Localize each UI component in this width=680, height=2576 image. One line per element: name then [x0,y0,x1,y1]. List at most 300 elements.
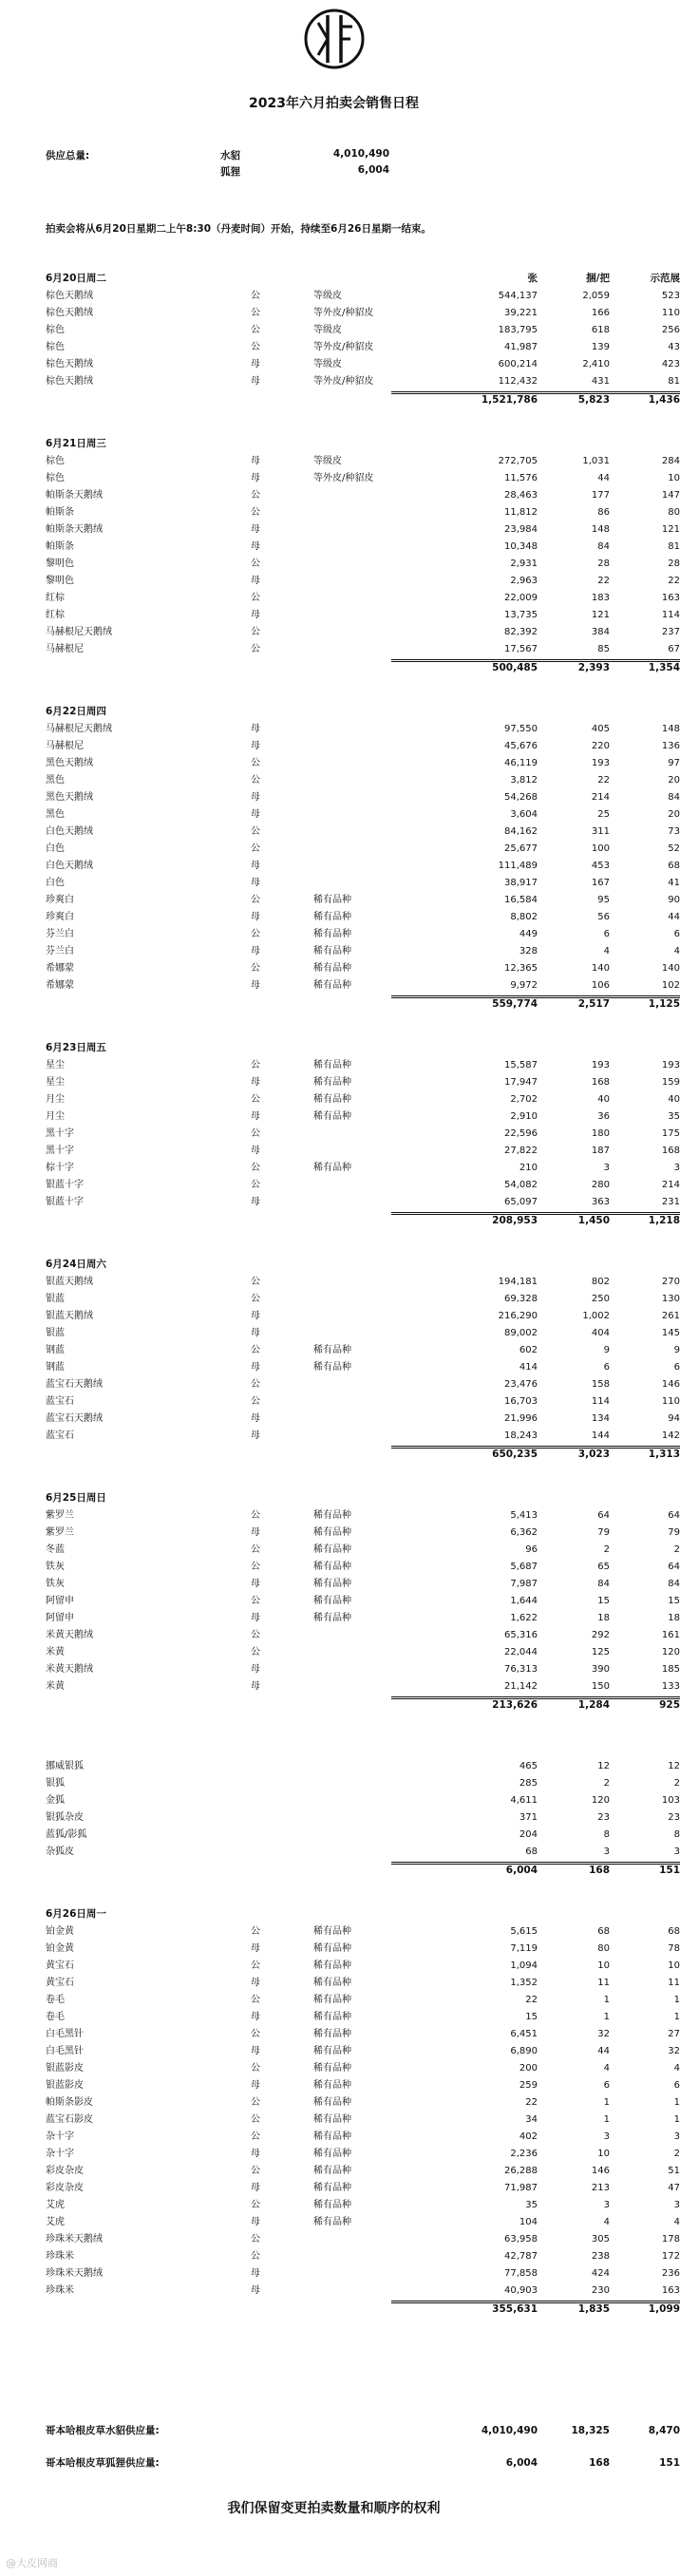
item-name: 杂十字 [46,2149,74,2159]
item-name: 芬兰白 [46,929,74,939]
table-row [46,1941,680,1958]
item-bundles: 36 [597,1111,610,1122]
item-sex: 公 [251,1995,260,2005]
grand-total-mink [46,2421,680,2440]
item-sex: 公 [251,1510,260,1521]
item-skins: 1,644 [510,1596,538,1606]
table-row [46,1525,680,1542]
item-name: 银蓝天鹅绒 [46,1311,93,1321]
supply-name: 水貂 [220,150,240,161]
item-samples: 35 [668,1111,680,1122]
item-sex: 母 [251,741,260,751]
item-sex: 公 [251,291,260,301]
item-sex: 母 [251,1527,260,1538]
item-name: 黑色 [46,809,65,820]
item-skins: 22,009 [504,593,538,603]
grand-total-value: 6,004 [505,2457,538,2469]
item-skins: 21,996 [504,1413,538,1424]
item-bundles: 65 [597,1562,610,1572]
item-skins: 5,687 [510,1562,538,1572]
item-samples: 523 [661,291,680,301]
item-type: 稀有品种 [313,1362,351,1373]
table-row [46,892,680,909]
item-samples: 4 [673,2217,680,2227]
item-type: 稀有品种 [313,2200,351,2210]
intro-text: 拍卖会将从6月20日星期二上午8:30（丹麦时间）开始，持续至6月26日星期一结束。 [46,223,431,235]
item-skins: 25,677 [504,843,538,854]
item-skins: 41,987 [504,342,538,352]
item-skins: 2,931 [510,559,538,569]
item-samples: 80 [668,507,680,518]
item-bundles: 12 [597,1761,610,1771]
item-type: 稀有品种 [313,2097,351,2108]
item-sex: 母 [251,1664,260,1675]
day-header [46,1038,644,1057]
day-label: 6月22日周四 [46,706,106,717]
item-sex: 母 [251,2149,260,2159]
item-type: 稀有品种 [313,1562,351,1572]
item-skins: 204 [519,1829,538,1840]
item-samples: 64 [668,1562,680,1572]
day-label: 6月21日周三 [46,438,106,449]
item-type: 稀有品种 [313,1094,351,1105]
grand-total-label: 哥本哈根皮草水貂供应量: [46,2425,160,2436]
item-type: 稀有品种 [313,2063,351,2074]
table-row [46,2282,680,2300]
table-row [46,2214,680,2231]
item-bundles: 6 [603,2080,610,2091]
supply-label: 供应总量: [46,150,90,161]
item-skins: 6,451 [510,2029,538,2039]
day-total-row [46,995,680,1013]
total-samples: 1,218 [648,1215,680,1226]
item-bundles: 4 [603,2063,610,2074]
grand-total-value: 18,325 [571,2425,610,2436]
item-name: 帕斯条 [46,541,74,552]
item-name: 月尘 [46,1094,65,1105]
item-type: 稀有品种 [313,946,351,957]
item-skins: 65,316 [504,1630,538,1640]
item-skins: 259 [519,2080,538,2091]
item-name: 棕色 [46,325,65,335]
item-sex: 母 [251,610,260,620]
table-row [46,2248,680,2265]
item-samples: 147 [661,490,680,501]
table-row [46,1975,680,1992]
day-header [46,269,680,288]
item-bundles: 28 [597,559,610,569]
item-bundles: 802 [591,1277,610,1287]
item-bundles: 11 [597,1978,610,1988]
table-row [46,2163,680,2180]
table-row [46,1661,680,1678]
item-samples: 121 [661,524,680,535]
item-skins: 449 [519,929,538,939]
item-samples: 41 [668,878,680,888]
table-row [46,1958,680,1975]
item-sex: 公 [251,1379,260,1390]
table-row [46,1074,680,1091]
item-skins: 21,142 [504,1681,538,1692]
total-samples: 1,125 [648,998,680,1010]
item-bundles: 15 [597,1596,610,1606]
table-row [46,1827,680,1844]
item-sex: 公 [251,2097,260,2108]
item-bundles: 424 [591,2268,610,2279]
item-name: 马赫根尼天鹅绒 [46,627,112,637]
item-name: 黄宝石 [46,1978,74,1988]
item-bundles: 453 [591,861,610,871]
table-row [46,926,680,943]
total-skins: 500,485 [492,662,538,673]
item-bundles: 311 [591,826,610,837]
item-bundles: 9 [603,1345,610,1355]
item-bundles: 280 [591,1180,610,1190]
item-samples: 81 [668,541,680,552]
item-bundles: 3 [603,2200,610,2210]
item-type: 等级皮 [313,359,342,369]
table-row [46,2180,680,2197]
item-name: 蓝宝石 [46,1396,74,1407]
item-name: 钢蓝 [46,1345,65,1355]
item-samples: 68 [668,861,680,871]
item-samples: 110 [661,308,680,318]
item-samples: 4 [673,946,680,957]
item-sex: 母 [251,2217,260,2227]
table-row [46,1758,680,1775]
total-bundles: 5,823 [577,394,610,406]
item-skins: 69,328 [504,1294,538,1304]
day-total-row [46,659,680,676]
item-type: 稀有品种 [313,1077,351,1088]
item-bundles: 292 [591,1630,610,1640]
item-bundles: 363 [591,1197,610,1207]
table-row [46,2043,680,2060]
table-row [46,1376,680,1393]
item-type: 稀有品种 [313,2166,351,2176]
item-sex: 公 [251,758,260,768]
item-bundles: 158 [591,1379,610,1390]
table-row [46,1274,680,1291]
table-row [46,1359,680,1376]
item-sex: 公 [251,2166,260,2176]
item-sex: 公 [251,1926,260,1937]
table-row [46,1325,680,1342]
company-logo [303,8,366,70]
item-name: 米黄 [46,1681,65,1692]
item-sex: 母 [251,2183,260,2193]
item-type: 稀有品种 [313,912,351,922]
item-sex: 公 [251,2131,260,2142]
footer-note: 我们保留变更拍卖数量和顺序的权利 [227,2501,441,2516]
item-skins: 2,702 [510,1094,538,1105]
item-name: 珍珠米天鹅绒 [46,2268,103,2279]
table-row [46,1576,680,1593]
item-samples: 44 [668,912,680,922]
item-name: 冬蓝 [46,1544,65,1555]
item-skins: 46,119 [504,758,538,768]
item-skins: 3,812 [510,775,538,786]
item-skins: 2,910 [510,1111,538,1122]
item-samples: 6 [673,2080,680,2091]
item-sex: 公 [251,2200,260,2210]
item-type: 稀有品种 [313,2114,351,2125]
item-name: 帕斯条天鹅绒 [46,490,103,501]
item-name: 黑色天鹅绒 [46,758,93,768]
table-row [46,1507,680,1525]
item-bundles: 3 [603,1847,610,1857]
item-bundles: 3 [603,2131,610,2142]
item-type: 稀有品种 [313,1345,351,1355]
item-bundles: 166 [591,308,610,318]
item-name: 月尘 [46,1111,65,1122]
table-row [46,1342,680,1359]
item-sex: 公 [251,593,260,603]
item-samples: 185 [661,1664,680,1675]
item-samples: 148 [661,724,680,734]
table-row [46,909,680,926]
item-bundles: 384 [591,627,610,637]
item-name: 银蓝天鹅绒 [46,1277,93,1287]
grand-total-value: 151 [659,2457,680,2469]
item-skins: 17,947 [504,1077,538,1088]
item-name: 马赫根尼天鹅绒 [46,724,112,734]
column-header: 捆/把 [586,273,610,284]
item-skins: 5,413 [510,1510,538,1521]
item-skins: 45,676 [504,741,538,751]
item-name: 铂金黄 [46,1926,74,1937]
table-row [46,2077,680,2094]
item-type: 稀有品种 [313,1926,351,1937]
table-row [46,1108,680,1126]
total-samples: 1,313 [648,1449,680,1460]
item-type: 稀有品种 [313,895,351,905]
item-skins: 28,463 [504,490,538,501]
item-bundles: 148 [591,524,610,535]
table-row [46,1160,680,1177]
item-name: 艾虎 [46,2200,65,2210]
item-sex: 母 [251,1328,260,1338]
item-type: 稀有品种 [313,1613,351,1623]
item-name: 蓝宝石影皮 [46,2114,93,2125]
item-bundles: 2 [603,1544,610,1555]
item-type: 稀有品种 [313,1596,351,1606]
item-samples: 130 [661,1294,680,1304]
item-bundles: 10 [597,1960,610,1971]
item-skins: 22 [525,1995,538,2005]
item-samples: 28 [668,559,680,569]
column-header: 张 [527,273,538,284]
item-bundles: 32 [597,2029,610,2039]
item-samples: 3 [673,1163,680,1173]
item-samples: 270 [661,1277,680,1287]
item-samples: 9 [673,1345,680,1355]
item-type: 稀有品种 [313,1163,351,1173]
table-row [46,1428,680,1445]
item-samples: 43 [668,342,680,352]
item-bundles: 193 [591,1060,610,1070]
item-skins: 2,236 [510,2149,538,2159]
item-samples: 32 [668,2046,680,2056]
item-bundles: 1 [603,2012,610,2022]
table-row [46,721,680,738]
item-name: 棕色天鹅绒 [46,308,93,318]
table-row [46,305,680,322]
item-samples: 163 [661,593,680,603]
item-sex: 母 [251,912,260,922]
item-skins: 16,584 [504,895,538,905]
item-samples: 103 [661,1795,680,1806]
item-samples: 12 [668,1761,680,1771]
table-row [46,2060,680,2077]
item-sex: 母 [251,1681,260,1692]
item-samples: 231 [661,1197,680,1207]
item-type: 稀有品种 [313,1060,351,1070]
total-bundles: 2,517 [577,998,610,1010]
day-section [46,1038,680,1229]
item-samples: 110 [661,1396,680,1407]
item-samples: 4 [673,2063,680,2074]
item-name: 米黄天鹅绒 [46,1630,93,1640]
day-header [46,702,644,721]
item-samples: 23 [668,1812,680,1823]
grand-total-value: 168 [589,2457,610,2469]
item-sex: 母 [251,2268,260,2279]
item-skins: 26,288 [504,2166,538,2176]
table-row [46,824,680,841]
item-sex: 母 [251,1413,260,1424]
item-skins: 42,787 [504,2251,538,2262]
item-skins: 13,735 [504,610,538,620]
item-sex: 母 [251,1146,260,1156]
item-bundles: 84 [597,1579,610,1589]
table-row [46,521,680,539]
table-row [46,789,680,806]
item-name: 阿留申 [46,1613,74,1623]
item-skins: 210 [519,1163,538,1173]
item-type: 稀有品种 [313,2029,351,2039]
item-bundles: 64 [597,1510,610,1521]
item-samples: 237 [661,627,680,637]
item-bundles: 44 [597,2046,610,2056]
table-row [46,806,680,824]
item-sex: 母 [251,473,260,483]
total-samples: 925 [659,1699,680,1711]
table-row [46,1177,680,1194]
item-samples: 120 [661,1647,680,1657]
table-row [46,1126,680,1143]
item-samples: 22 [668,576,680,586]
item-sex: 母 [251,1430,260,1441]
grand-total-value: 8,470 [648,2425,680,2436]
item-name: 马赫根尼 [46,644,84,654]
table-row [46,1411,680,1428]
item-type: 等级皮 [313,291,342,301]
item-skins: 16,703 [504,1396,538,1407]
table-row [46,1143,680,1160]
item-type: 稀有品种 [313,1111,351,1122]
item-type: 等级皮 [313,325,342,335]
item-skins: 17,567 [504,644,538,654]
item-bundles: 6 [603,1362,610,1373]
table-row [46,556,680,573]
item-skins: 2,963 [510,576,538,586]
item-name: 黑十字 [46,1128,74,1139]
item-skins: 63,958 [504,2234,538,2245]
item-type: 稀有品种 [313,1579,351,1589]
item-bundles: 150 [591,1681,610,1692]
item-samples: 3 [673,2131,680,2142]
total-bundles: 1,450 [577,1215,610,1226]
item-bundles: 8 [603,1829,610,1840]
item-samples: 1 [673,2114,680,2125]
item-name: 白毛黑针 [46,2029,84,2039]
item-skins: 200 [519,2063,538,2074]
item-type: 稀有品种 [313,1544,351,1555]
item-skins: 22,596 [504,1128,538,1139]
item-samples: 175 [661,1128,680,1139]
item-bundles: 85 [597,644,610,654]
table-row [46,1542,680,1559]
item-name: 棕色天鹅绒 [46,291,93,301]
item-sex: 公 [251,2251,260,2262]
item-sex: 母 [251,2080,260,2091]
item-bundles: 1,031 [582,456,610,466]
item-name: 挪威银狐 [46,1761,84,1771]
item-sex: 公 [251,1960,260,1971]
item-skins: 10,348 [504,541,538,552]
item-name: 铁灰 [46,1579,65,1589]
item-samples: 193 [661,1060,680,1070]
item-bundles: 125 [591,1647,610,1657]
grand-total-label: 哥本哈根皮草狐狸供应量: [46,2457,160,2469]
grand-total-value: 4,010,490 [481,2425,538,2436]
item-sex: 公 [251,1562,260,1572]
item-type: 稀有品种 [313,2149,351,2159]
item-skins: 54,082 [504,1180,538,1190]
table-row [46,470,680,487]
day-section [46,1255,680,1463]
item-samples: 97 [668,758,680,768]
item-bundles: 2,059 [582,291,610,301]
item-skins: 39,221 [504,308,538,318]
item-type: 等外皮/种貂皮 [313,342,374,352]
item-skins: 414 [519,1362,538,1373]
total-samples: 151 [659,1865,680,1876]
item-skins: 6,890 [510,2046,538,2056]
item-skins: 96 [525,1544,538,1555]
item-bundles: 84 [597,541,610,552]
page-title: 2023年六月拍卖会销售日程 [249,96,419,111]
item-sex: 公 [251,929,260,939]
item-bundles: 22 [597,775,610,786]
item-samples: 3 [673,1847,680,1857]
item-name: 银蓝十字 [46,1197,84,1207]
day-label: 6月26日周一 [46,1908,106,1920]
item-skins: 68 [525,1847,538,1857]
item-type: 稀有品种 [313,2080,351,2091]
item-skins: 82,392 [504,627,538,637]
item-bundles: 404 [591,1328,610,1338]
table-row [46,1291,680,1308]
item-type: 稀有品种 [313,2131,351,2142]
item-bundles: 6 [603,929,610,939]
table-row [46,755,680,772]
item-skins: 8,802 [510,912,538,922]
item-skins: 27,822 [504,1146,538,1156]
item-samples: 15 [668,1596,680,1606]
item-skins: 1,622 [510,1613,538,1623]
